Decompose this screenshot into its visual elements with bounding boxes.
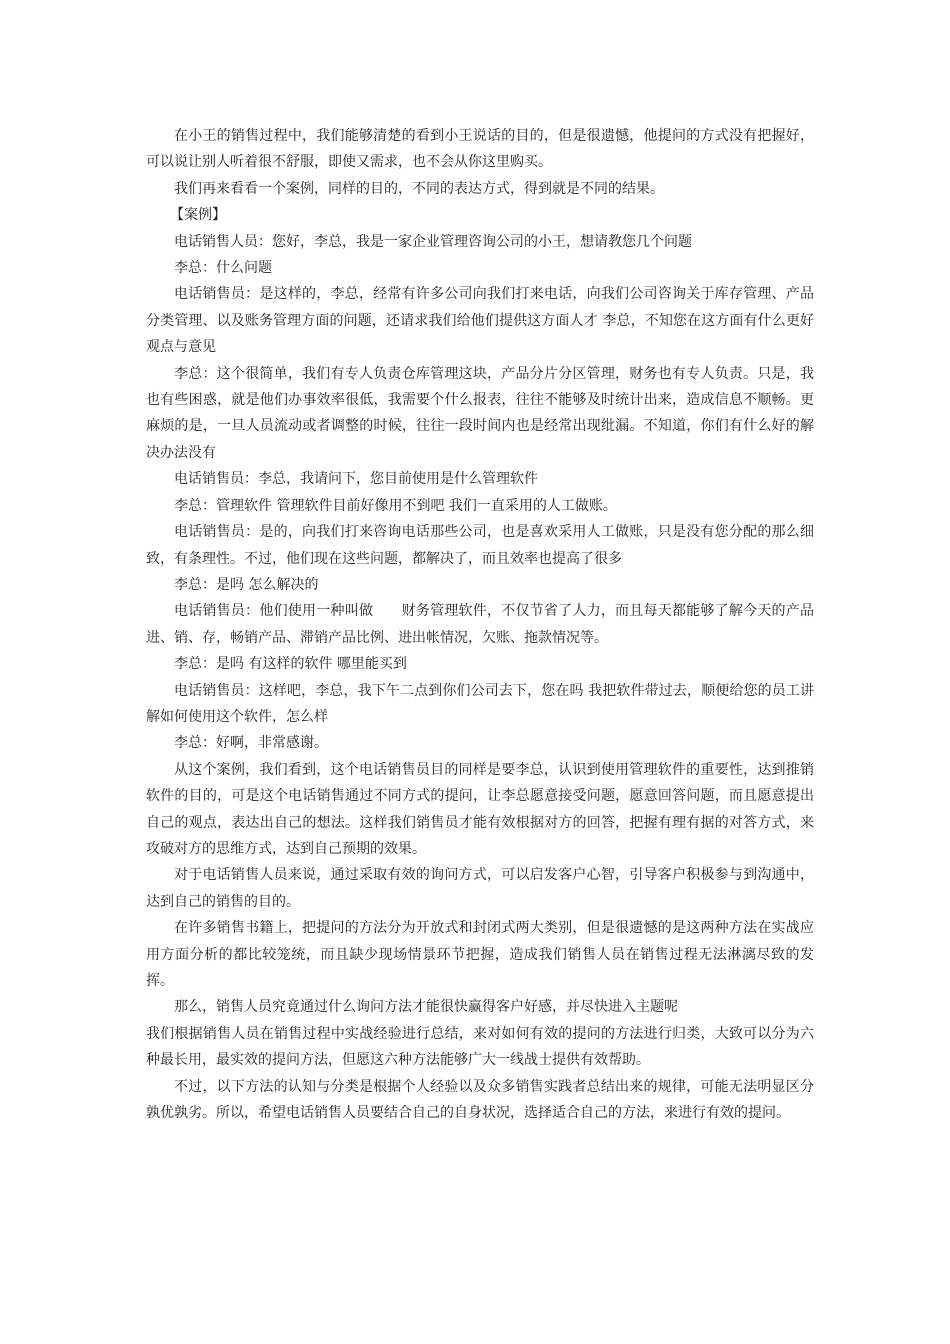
paragraph-caveat: 不过，以下方法的认知与分类是根据个人经验以及众多销售实践者总结出来的规律，可能无法明显区分孰优孰劣。所以，希望电话销售人员要结合自己的自身状况，选择适合自己的方法，来进行有效的提问。 xyxy=(146,1078,814,1122)
paragraph-analysis: 从这个案例，我们看到，这个电话销售员目的同样是要李总，认识到使用管理软件的重要性，达到推销软件的目的，可是这个电话销售通过不同方式的提问，让李总愿意接受问题，愿意回答问题，而且愿意提出自己的观点，表达出自己的想法。这样我们销售员才能有效根据对方的回答，把握有理有据的对答方式，来攻破对方的思维方式，达到自己预期的效果。 xyxy=(146,761,814,857)
dialogue-line: 电话销售人员：您好，李总，我是一家企业管理咨询公司的小王，想请教您几个问题 xyxy=(174,233,692,250)
paragraph-intro: 在小王的销售过程中，我们能够清楚的看到小王说话的目的，但是很遗憾，他提问的方式没有把握好，可以说让别人听着很不舒服，即使又需求，也不会从你这里购买。 xyxy=(146,128,814,171)
paragraph-transition: 我们再来看看一个案例，同样的目的，不同的表达方式，得到就是不同的结果。 xyxy=(174,180,664,197)
document-body xyxy=(146,123,814,1126)
paragraph-summary: 我们根据销售人员在销售过程中实战经验进行总结，来对如何有效的提问的方法进行归类，大致可以分为六种最长用，最实效的提问方法，但愿这六种方法能够广大一线战士提供有效帮助。 xyxy=(146,1025,814,1069)
dialogue-line: 电话销售员：这样吧，李总，我下午二点到你们公司去下，您在吗 我把软件带过去，顺便给您的员工讲解如何使用这个软件，怎么样 xyxy=(146,682,814,725)
dialogue-line: 电话销售员：他们使用一种叫做 财务管理软件，不仅节省了人力，而且每天都能够了解今天的产品进、销、存，畅销产品、滞销产品比例、进出帐情况，欠账、拖款情况等。 xyxy=(146,603,814,646)
dialogue-line: 李总：是吗 怎么解决的 xyxy=(174,576,319,593)
dialogue-line: 李总：好啊，非常感谢。 xyxy=(174,735,328,752)
paragraph-question: 那么，销售人员究竟通过什么询问方法才能很快赢得客户好感，并尽快进入主题呢 xyxy=(174,999,678,1016)
dialogue-line: 李总：管理软件 管理软件目前好像用不到吧 我们一直采用的人工做账。 xyxy=(174,497,617,514)
dialogue-line: 电话销售员：是这样的，李总，经常有许多公司向我们打来电话，向我们公司咨询关于库存管理、产品分类管理、以及账务管理方面的问题，还请求我们给他们提供这方面人才 李总，不知您在这方面有什么更好观点与意见 xyxy=(146,286,814,356)
dialogue-line: 电话销售员：是的，向我们打来咨询电话那些公司，也是喜欢采用人工做账，只是没有您分配的那么细致，有条理性。不过，他们现在这些问题，都解决了，而且效率也提高了很多 xyxy=(146,524,814,567)
paragraph-methods: 在许多销售书籍上，把提问的方法分为开放式和封闭式两大类别，但是很遗憾的是这两种方法在实战应用方面分析的都比较笼统，而且缺少现场情景环节把握，造成我们销售人员在销售过程无法淋漓尽致的发挥。 xyxy=(146,920,814,989)
dialogue-line: 李总：是吗 有这样的软件 哪里能买到 xyxy=(174,656,407,673)
dialogue-line: 电话销售员：李总，我请问下，您目前使用是什么管理软件 xyxy=(174,471,538,488)
paragraph-purpose: 对于电话销售人员来说，通过采取有效的询问方式，可以启发客户心智，引导客户积极参与到沟通中，达到自己的销售的目的。 xyxy=(146,867,814,910)
dialogue-line: 李总：这个很简单，我们有专人负责仓库管理这块，产品分片分区管理，财务也有专人负责。只是，我也有些困惑，就是他们办事效率很低，我需要个什么报表，往往不能够及时统计出来，造成信息不顺畅。更麻烦的是，一旦人员流动或者调整的时候，往往一段时间内也是经常出现纰漏。不知道，你们有什么好的解决办法没有 xyxy=(146,365,814,461)
case-heading: 【案例】 xyxy=(170,207,226,224)
dialogue-line: 李总：什么问题 xyxy=(174,260,272,277)
